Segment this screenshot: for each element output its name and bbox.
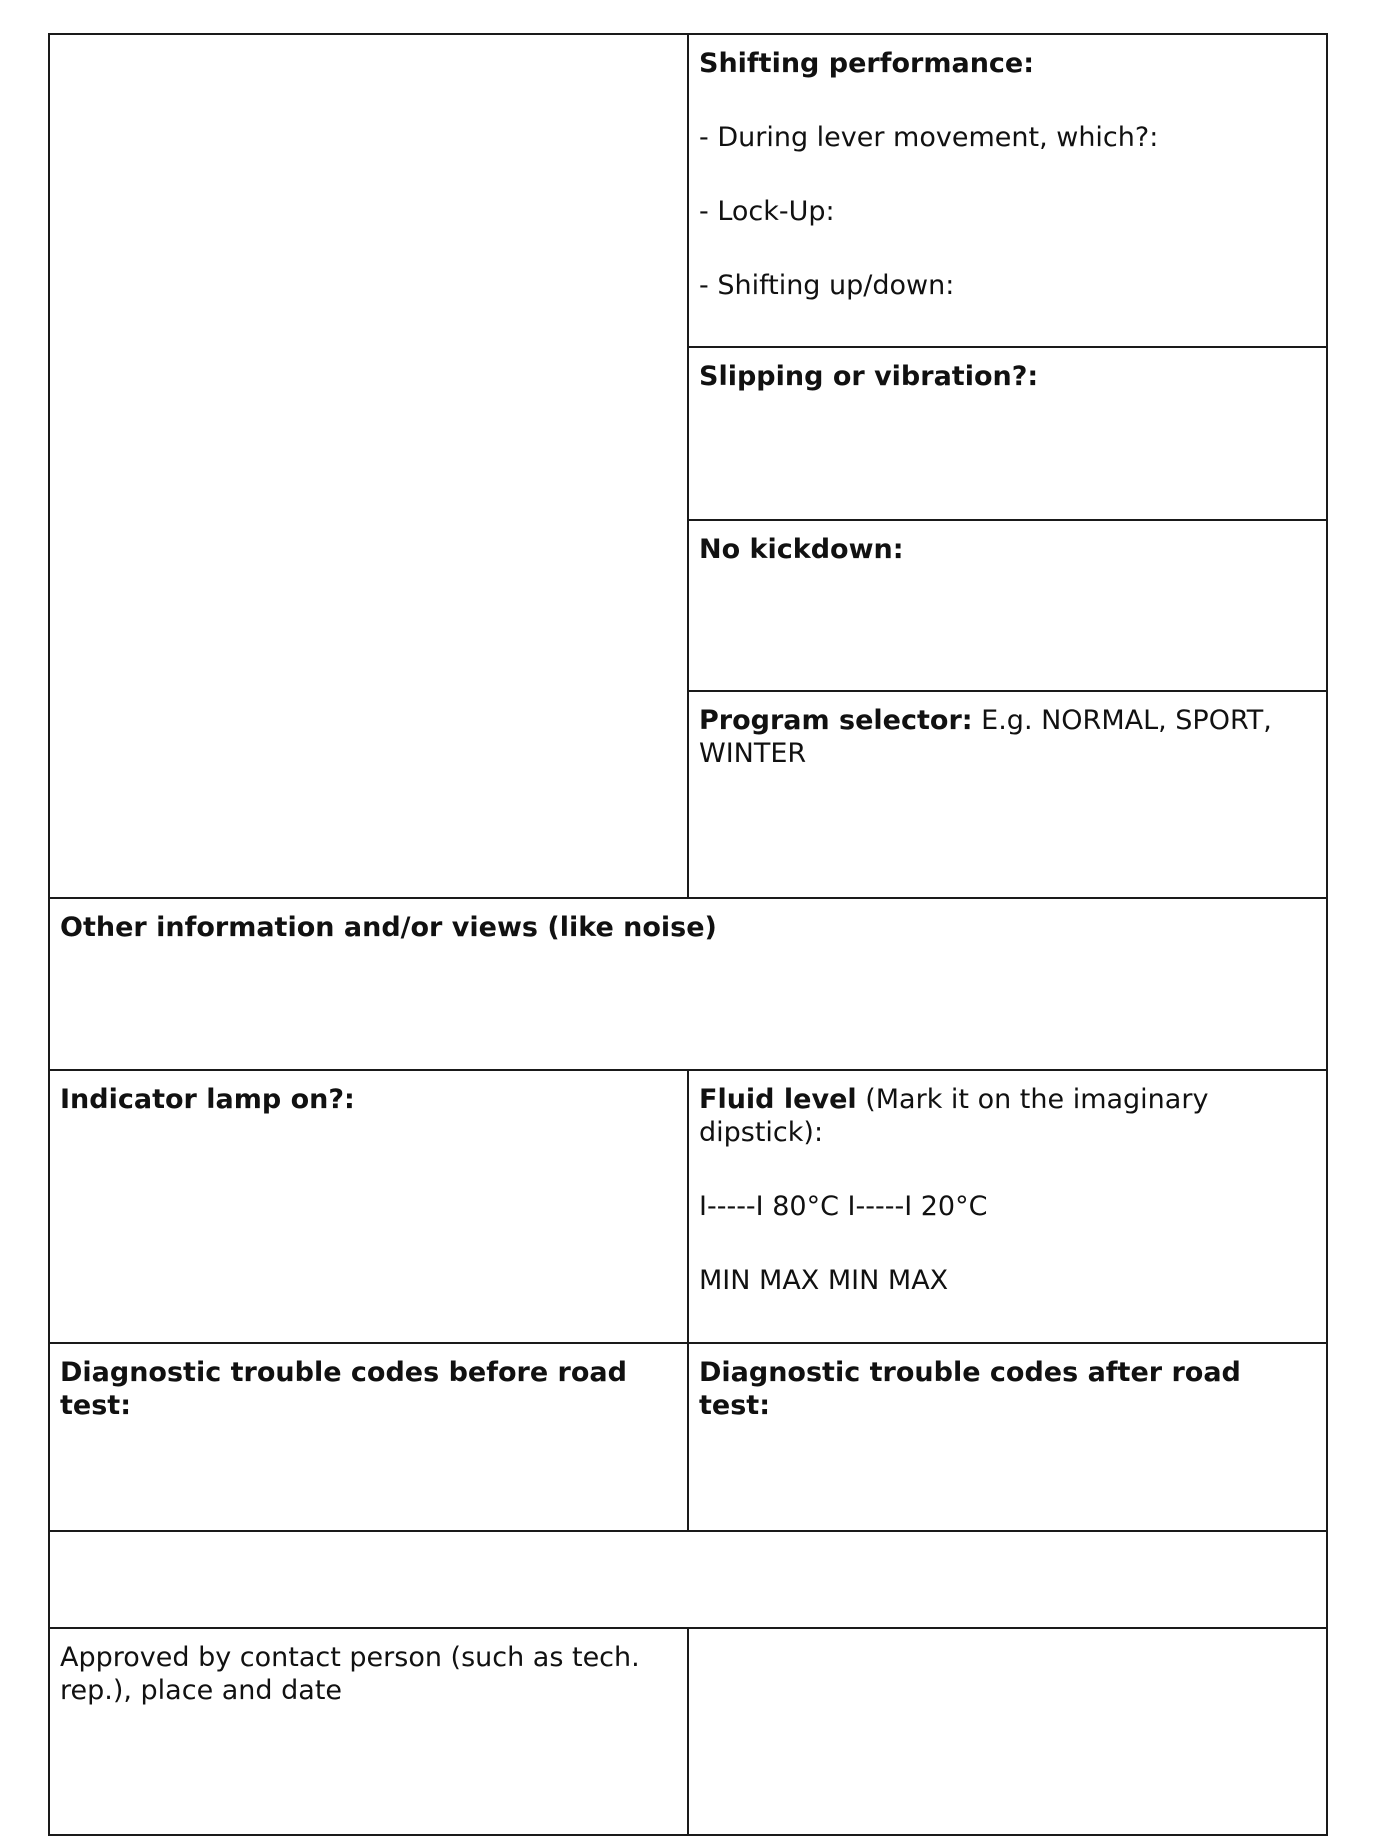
dipstick-min-max: MIN MAX MIN MAX xyxy=(699,1265,949,1296)
approval-label: Approved by contact person (such as tech. rep.), place and date xyxy=(60,1642,640,1706)
dtc-after-cell[interactable] xyxy=(689,1344,1326,1530)
kickdown-title: No kickdown: xyxy=(699,534,904,565)
other-information-cell[interactable] xyxy=(50,899,1326,1069)
dtc-before-title: Diagnostic trouble codes before road test: xyxy=(60,1357,627,1421)
slipping-vibration-cell[interactable] xyxy=(689,348,1326,519)
fluid-level-text xyxy=(699,1083,1316,1149)
lever-movement-label: - During lever movement, which?: xyxy=(699,122,1159,153)
blank-upper-left-cell[interactable] xyxy=(50,35,687,897)
shifting-performance-cell[interactable] xyxy=(689,35,1326,346)
program-selector-title: Program selector: xyxy=(699,705,973,736)
blank-full-width-cell[interactable] xyxy=(50,1532,1326,1627)
fluid-level-title: Fluid level xyxy=(699,1084,857,1115)
border-right xyxy=(1326,33,1328,1836)
dtc-after-title: Diagnostic trouble codes after road test: xyxy=(699,1357,1241,1421)
shifting-up-down-label: - Shifting up/down: xyxy=(699,270,955,301)
kickdown-cell[interactable] xyxy=(689,521,1326,690)
slipping-vibration-title: Slipping or vibration?: xyxy=(699,361,1039,392)
road-test-form xyxy=(48,33,1328,1836)
indicator-lamp-cell[interactable] xyxy=(50,1071,687,1342)
fluid-level-cell[interactable] xyxy=(689,1071,1326,1342)
program-selector-cell[interactable] xyxy=(689,692,1326,897)
approval-cell[interactable] xyxy=(50,1629,687,1834)
program-selector-examples: E.g. NORMAL, SPORT, WINTER xyxy=(699,705,1272,769)
dipstick-scale: I-----I 80°C I-----I 20°C xyxy=(699,1191,988,1222)
approval-signature-cell[interactable] xyxy=(689,1629,1326,1834)
other-information-title: Other information and/or views (like noise) xyxy=(60,912,717,943)
shifting-performance-title: Shifting performance: xyxy=(699,48,1035,79)
fluid-level-note: (Mark it on the imaginary dipstick): xyxy=(699,1084,1209,1148)
program-selector-text xyxy=(699,704,1316,770)
lock-up-label: - Lock-Up: xyxy=(699,196,835,227)
dtc-before-cell[interactable] xyxy=(50,1344,687,1530)
indicator-lamp-title: Indicator lamp on?: xyxy=(60,1084,355,1115)
